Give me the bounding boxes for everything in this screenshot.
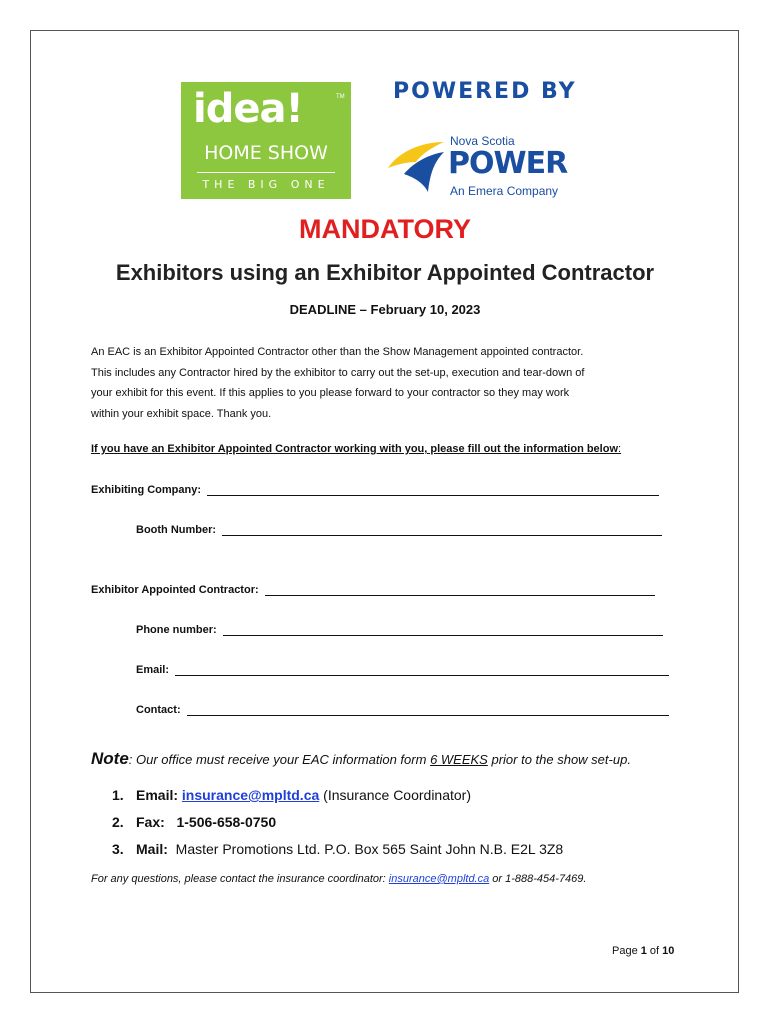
intro-line: within your exhibit space. Thank you. — [91, 407, 272, 420]
logo-divider — [197, 172, 335, 173]
note-after: prior to the show set-up. — [487, 752, 631, 767]
contact-label: Email: — [136, 787, 179, 803]
contact-value: Master Promotions Ltd. P.O. Box 565 Saint John N.B. E2L 3Z8 — [175, 841, 564, 857]
contact-value: 1-506-658-0750 — [176, 814, 277, 830]
instruction-colon: : — [618, 443, 622, 455]
deadline-text: DEADLINE – February 10, 2023 — [289, 302, 481, 317]
booth-number-label: Booth Number: — [136, 524, 217, 536]
list-number: 1. — [112, 787, 124, 803]
phone-field[interactable] — [136, 624, 663, 636]
booth-number-input-line[interactable] — [222, 525, 662, 536]
faq-before: For any questions, please contact the insurance coordinator: — [91, 873, 389, 885]
exhibiting-company-label: Exhibiting Company: — [91, 484, 201, 496]
list-number: 3. — [112, 841, 124, 857]
phone-label: Phone number: — [136, 624, 217, 636]
intro-line: your exhibit for this event. If this applies to you please forward to your contractor so they may work — [91, 387, 570, 399]
logo-home-show: HOME SHOW — [204, 142, 328, 164]
email-label: Email: — [136, 664, 170, 676]
note-text — [91, 749, 631, 769]
logo-emera: An Emera Company — [450, 184, 559, 198]
email-link[interactable]: insurance@mpltd.ca — [181, 787, 320, 803]
page-current: 1 — [640, 945, 647, 957]
email-input-line[interactable] — [175, 665, 669, 676]
contact-label: Fax: — [136, 814, 165, 830]
contact-item-email — [112, 784, 563, 811]
instruction-main: If you have an Exhibitor Appointed Contractor working with you, please fill out the information below — [91, 443, 619, 455]
exhibiting-company-input-line[interactable] — [207, 485, 659, 496]
idea-home-show-logo — [181, 82, 351, 199]
faq-text — [91, 873, 586, 885]
eac-label: Exhibitor Appointed Contractor: — [91, 584, 259, 596]
note-label: Note — [91, 749, 129, 768]
page-heading: Exhibitors using an Exhibitor Appointed Contractor — [115, 260, 655, 285]
exhibiting-company-field[interactable] — [91, 484, 659, 496]
contact-label: Contact: — [136, 704, 181, 716]
list-number: 2. — [112, 814, 124, 830]
page-number — [612, 945, 674, 957]
page-of: of — [646, 945, 663, 957]
contact-value: (Insurance Coordinator) — [319, 787, 472, 803]
eac-field[interactable] — [91, 584, 655, 596]
booth-number-field[interactable] — [136, 524, 662, 536]
note-before: : Our office must receive your EAC information form — [128, 752, 431, 767]
intro-line: An EAC is an Exhibitor Appointed Contractor other than the Show Management appointed contractor. — [91, 346, 584, 358]
faq-email-link[interactable]: insurance@mpltd.ca — [388, 873, 490, 885]
note-underlined: 6 WEEKS — [430, 752, 488, 767]
swoosh-icon — [386, 138, 446, 194]
intro-line: This includes any Contractor hired by the exhibitor to carry out the set-up, execution and tear-down of — [91, 366, 585, 379]
instruction-text — [91, 443, 621, 455]
eac-input-line[interactable] — [265, 585, 655, 596]
page-total: 10 — [662, 945, 675, 957]
logo-idea-wordmark: idea! — [193, 86, 303, 132]
contact-item-mail — [112, 838, 563, 865]
mandatory-title: MANDATORY — [299, 214, 471, 244]
page-prefix: Page — [612, 945, 641, 957]
contact-list — [112, 784, 563, 865]
logo-trademark: TM — [336, 94, 345, 100]
logo-nova-scotia: Nova Scotia — [450, 134, 515, 148]
contact-item-fax — [112, 811, 563, 838]
faq-after: or 1-888-454-7469. — [489, 873, 587, 885]
contact-field[interactable] — [136, 704, 669, 716]
contact-label: Mail: — [136, 841, 168, 857]
logo-power: POWER — [448, 146, 568, 181]
nova-scotia-power-logo — [386, 132, 586, 202]
phone-input-line[interactable] — [223, 625, 663, 636]
powered-by-label: POWERED BY — [393, 79, 577, 104]
email-field[interactable] — [136, 664, 669, 676]
logo-the-big-one: THE BIG ONE — [202, 178, 330, 191]
intro-paragraph — [91, 342, 691, 424]
contact-input-line[interactable] — [187, 705, 669, 716]
